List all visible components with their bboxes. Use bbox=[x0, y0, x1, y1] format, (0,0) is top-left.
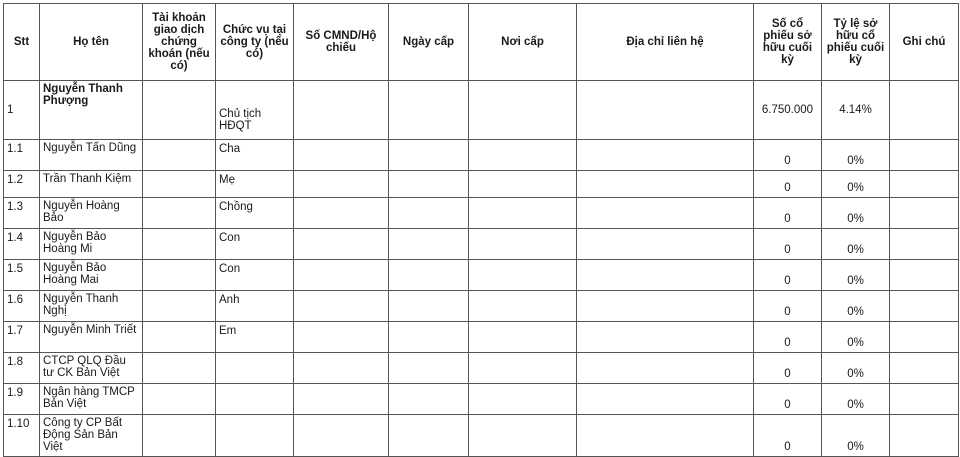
cell-stt: 1.5 bbox=[4, 260, 40, 291]
cell-name: Nguyễn Minh Triết bbox=[40, 322, 143, 353]
cell-id bbox=[294, 198, 389, 229]
cell-issue-place bbox=[469, 322, 577, 353]
table-row bbox=[4, 171, 959, 198]
cell-address bbox=[577, 415, 754, 457]
cell-note bbox=[890, 198, 959, 229]
cell-note bbox=[890, 140, 959, 171]
cell-name: Ngân hàng TMCP Bản Việt bbox=[40, 384, 143, 415]
cell-note bbox=[890, 81, 959, 140]
cell-role: Anh bbox=[216, 291, 294, 322]
cell-issue-date bbox=[389, 291, 469, 322]
cell-role: Chồng bbox=[216, 198, 294, 229]
cell-address bbox=[577, 81, 754, 140]
cell-note bbox=[890, 384, 959, 415]
cell-account bbox=[143, 229, 216, 260]
table-row bbox=[4, 140, 959, 171]
cell-note bbox=[890, 353, 959, 384]
cell-name: Nguyễn Tấn Dũng bbox=[40, 140, 143, 171]
cell-stt: 1.2 bbox=[4, 171, 40, 198]
cell-account bbox=[143, 140, 216, 171]
cell-role: Em bbox=[216, 322, 294, 353]
cell-stt: 1.4 bbox=[4, 229, 40, 260]
cell-role: Mẹ bbox=[216, 171, 294, 198]
table-row bbox=[4, 198, 959, 229]
cell-shares: 0 bbox=[754, 384, 822, 415]
header-cmnd: Số CMND/Hộ chiếu bbox=[294, 4, 389, 81]
cell-account bbox=[143, 384, 216, 415]
cell-address bbox=[577, 198, 754, 229]
cell-id bbox=[294, 291, 389, 322]
cell-issue-date bbox=[389, 384, 469, 415]
cell-ratio: 0% bbox=[822, 171, 890, 198]
cell-issue-date bbox=[389, 322, 469, 353]
cell-note bbox=[890, 415, 959, 457]
cell-id bbox=[294, 140, 389, 171]
cell-stt: 1.10 bbox=[4, 415, 40, 457]
cell-id bbox=[294, 353, 389, 384]
cell-id bbox=[294, 260, 389, 291]
cell-shares: 0 bbox=[754, 322, 822, 353]
cell-id bbox=[294, 322, 389, 353]
table-header-row bbox=[4, 4, 959, 81]
cell-shares: 0 bbox=[754, 198, 822, 229]
cell-account bbox=[143, 291, 216, 322]
cell-issue-place bbox=[469, 140, 577, 171]
cell-role bbox=[216, 415, 294, 457]
cell-issue-date bbox=[389, 171, 469, 198]
cell-name: Công ty CP Bất Động Sản Bản Việt bbox=[40, 415, 143, 457]
cell-name: Nguyễn Thanh Nghị bbox=[40, 291, 143, 322]
cell-issue-place bbox=[469, 171, 577, 198]
cell-issue-place bbox=[469, 353, 577, 384]
table-row bbox=[4, 229, 959, 260]
cell-account bbox=[143, 81, 216, 140]
cell-name: Nguyễn Hoàng Bảo bbox=[40, 198, 143, 229]
cell-issue-date bbox=[389, 415, 469, 457]
cell-shares: 0 bbox=[754, 415, 822, 457]
cell-name: Nguyễn Bảo Hoàng Mi bbox=[40, 229, 143, 260]
cell-address bbox=[577, 353, 754, 384]
cell-address bbox=[577, 260, 754, 291]
cell-name: Nguyễn Thanh Phượng bbox=[40, 81, 143, 140]
header-ghi-chu: Ghi chú bbox=[890, 4, 959, 81]
cell-account bbox=[143, 198, 216, 229]
table-row bbox=[4, 353, 959, 384]
cell-stt: 1.9 bbox=[4, 384, 40, 415]
cell-ratio: 0% bbox=[822, 140, 890, 171]
cell-ratio: 4.14% bbox=[822, 81, 890, 140]
header-ty-le: Tỷ lệ sở hữu cổ phiếu cuối kỳ bbox=[822, 4, 890, 81]
cell-issue-date bbox=[389, 260, 469, 291]
cell-stt: 1 bbox=[4, 81, 40, 140]
cell-address bbox=[577, 229, 754, 260]
table-row bbox=[4, 291, 959, 322]
cell-issue-place bbox=[469, 291, 577, 322]
cell-name: CTCP QLQ Đầu tư CK Bản Việt bbox=[40, 353, 143, 384]
table-row bbox=[4, 81, 959, 140]
cell-stt: 1.3 bbox=[4, 198, 40, 229]
cell-shares: 6.750.000 bbox=[754, 81, 822, 140]
table-row bbox=[4, 384, 959, 415]
cell-stt: 1.6 bbox=[4, 291, 40, 322]
cell-address bbox=[577, 322, 754, 353]
cell-issue-date bbox=[389, 198, 469, 229]
cell-id bbox=[294, 229, 389, 260]
cell-issue-date bbox=[389, 140, 469, 171]
header-ngay-cap: Ngày cấp bbox=[389, 4, 469, 81]
cell-account bbox=[143, 171, 216, 198]
cell-account bbox=[143, 353, 216, 384]
cell-role bbox=[216, 384, 294, 415]
cell-role bbox=[216, 353, 294, 384]
cell-account bbox=[143, 260, 216, 291]
header-chuc-vu: Chức vụ tại công ty (nếu có) bbox=[216, 4, 294, 81]
table-row bbox=[4, 260, 959, 291]
cell-note bbox=[890, 229, 959, 260]
cell-address bbox=[577, 384, 754, 415]
cell-ratio: 0% bbox=[822, 384, 890, 415]
cell-stt: 1.1 bbox=[4, 140, 40, 171]
cell-id bbox=[294, 171, 389, 198]
cell-role: Con bbox=[216, 260, 294, 291]
header-noi-cap: Nơi cấp bbox=[469, 4, 577, 81]
shareholder-table bbox=[3, 3, 959, 457]
cell-shares: 0 bbox=[754, 260, 822, 291]
cell-stt: 1.7 bbox=[4, 322, 40, 353]
table-row bbox=[4, 322, 959, 353]
cell-ratio: 0% bbox=[822, 322, 890, 353]
header-dia-chi: Địa chỉ liên hệ bbox=[577, 4, 754, 81]
cell-role: Con bbox=[216, 229, 294, 260]
cell-note bbox=[890, 291, 959, 322]
cell-issue-place bbox=[469, 229, 577, 260]
cell-ratio: 0% bbox=[822, 229, 890, 260]
cell-account bbox=[143, 322, 216, 353]
cell-account bbox=[143, 415, 216, 457]
cell-ratio: 0% bbox=[822, 353, 890, 384]
cell-shares: 0 bbox=[754, 291, 822, 322]
cell-address bbox=[577, 171, 754, 198]
cell-ratio: 0% bbox=[822, 260, 890, 291]
cell-ratio: 0% bbox=[822, 415, 890, 457]
cell-id bbox=[294, 384, 389, 415]
cell-issue-date bbox=[389, 229, 469, 260]
header-ho-ten: Họ tên bbox=[40, 4, 143, 81]
cell-shares: 0 bbox=[754, 353, 822, 384]
cell-issue-place bbox=[469, 81, 577, 140]
cell-stt: 1.8 bbox=[4, 353, 40, 384]
cell-name: Trần Thanh Kiệm bbox=[40, 171, 143, 198]
header-stt: Stt bbox=[4, 4, 40, 81]
cell-issue-date bbox=[389, 81, 469, 140]
cell-note bbox=[890, 171, 959, 198]
table-row bbox=[4, 415, 959, 457]
cell-role: Cha bbox=[216, 140, 294, 171]
cell-address bbox=[577, 140, 754, 171]
header-so-co-phieu: Số cổ phiếu sở hữu cuối kỳ bbox=[754, 4, 822, 81]
header-tai-khoan: Tài khoản giao dịch chứng khoán (nếu có) bbox=[143, 4, 216, 81]
cell-note bbox=[890, 322, 959, 353]
cell-shares: 0 bbox=[754, 140, 822, 171]
cell-id bbox=[294, 415, 389, 457]
cell-ratio: 0% bbox=[822, 291, 890, 322]
cell-role: Chủ tịch HĐQT bbox=[216, 81, 294, 140]
cell-note bbox=[890, 260, 959, 291]
cell-issue-place bbox=[469, 384, 577, 415]
cell-id bbox=[294, 81, 389, 140]
cell-name: Nguyễn Bảo Hoàng Mai bbox=[40, 260, 143, 291]
cell-issue-place bbox=[469, 198, 577, 229]
cell-issue-place bbox=[469, 415, 577, 457]
cell-shares: 0 bbox=[754, 229, 822, 260]
cell-issue-date bbox=[389, 353, 469, 384]
cell-issue-place bbox=[469, 260, 577, 291]
cell-address bbox=[577, 291, 754, 322]
cell-ratio: 0% bbox=[822, 198, 890, 229]
cell-shares: 0 bbox=[754, 171, 822, 198]
